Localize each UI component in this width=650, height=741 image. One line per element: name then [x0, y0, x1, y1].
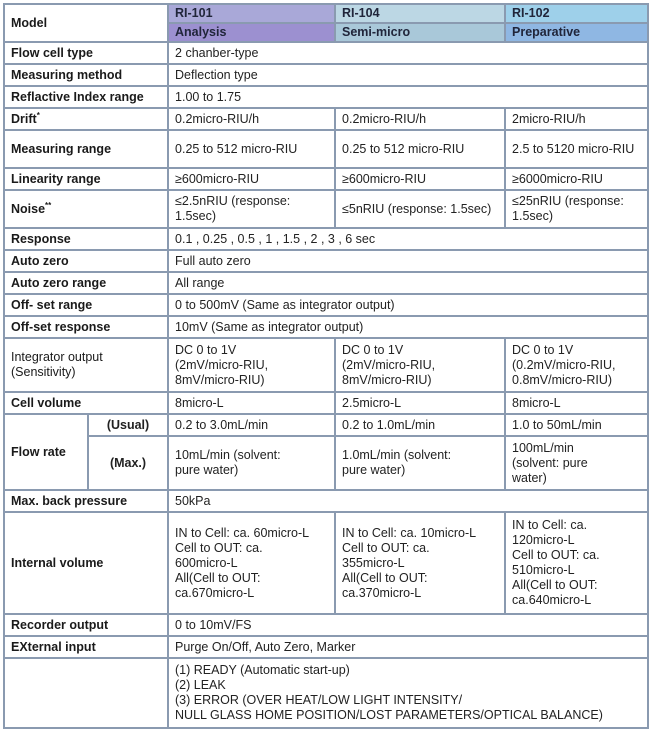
status-line-3: (3) ERROR (OVER HEAT/LOW LIGHT INTENSITY/: [175, 693, 463, 708]
flow-max-ri-102-line-3: water): [512, 470, 547, 485]
integrator-ri-101-line-2: (2mV/micro-RIU,: [175, 357, 269, 372]
flow-max-ri-101-line-2: pure water): [175, 463, 239, 478]
value-measuring-range-ri-102: 2.5 to 5120 micro-RIU: [505, 130, 648, 168]
label-offset-response: Off-set response: [4, 316, 168, 338]
value-measuring-method: Deflection type: [168, 64, 648, 86]
value-flow-max-ri-104: [335, 436, 505, 490]
model-label: Model: [4, 4, 168, 42]
label-integrator-output: [4, 338, 168, 392]
value-drift-ri-104: 0.2micro-RIU/h: [335, 108, 505, 130]
label-status-output: [4, 658, 168, 728]
internal-ri-102-line-4: 510micro-L: [512, 563, 575, 578]
label-max-back-pressure: Max. back pressure: [4, 490, 168, 512]
row-flow-rate-usual: [4, 414, 648, 436]
label-measuring-method: Measuring method: [4, 64, 168, 86]
row-noise: [4, 190, 648, 228]
internal-ri-101-line-2: Cell to OUT: ca.: [175, 540, 263, 555]
model-ri-102: RI-102: [505, 4, 648, 23]
row-drift: [4, 108, 648, 130]
row-auto-zero-range: [4, 272, 648, 294]
row-response: [4, 228, 648, 250]
value-auto-zero: Full auto zero: [168, 250, 648, 272]
row-offset-response: [4, 316, 648, 338]
noise-label-text: Noise: [11, 202, 46, 217]
drift-label-text: Drift: [11, 112, 37, 127]
value-linearity-range-ri-102: ≥6000micro-RIU: [505, 168, 648, 190]
internal-ri-102-line-2: 120micro-L: [512, 533, 575, 548]
integrator-ri-102-line-3: 0.8mV/micro-RIU): [512, 372, 613, 387]
row-external-input: [4, 636, 648, 658]
integrator-ri-104-line-3: 8mV/micro-RIU): [342, 372, 432, 387]
value-noise-ri-101: ≤2.5nRIU (response: 1.5sec): [168, 190, 335, 228]
label-refractive-index-range: Reflactive Index range: [4, 86, 168, 108]
header-model-row: [4, 4, 648, 23]
status-line-2: (2) LEAK: [175, 678, 226, 693]
flow-max-ri-104-line-2: pure water): [342, 463, 406, 478]
value-recorder-output: 0 to 10mV/FS: [168, 614, 648, 636]
internal-ri-104-line-2: Cell to OUT: ca.: [342, 540, 430, 555]
value-flow-cell-type: 2 chanber-type: [168, 42, 648, 64]
value-internal-volume-ri-101: [168, 512, 335, 614]
value-noise-ri-104: ≤5nRIU (response: 1.5sec): [335, 190, 505, 228]
value-noise-ri-102: ≤25nRIU (response: 1.5sec): [505, 190, 648, 228]
flow-max-ri-102-line-2: (solvent: pure: [512, 455, 588, 470]
value-measuring-range-ri-104: 0.25 to 512 micro-RIU: [335, 130, 505, 168]
internal-ri-101-line-3: 600micro-L: [175, 555, 238, 570]
drift-footnote-mark: *: [36, 111, 40, 120]
value-linearity-range-ri-104: ≥600micro-RIU: [335, 168, 505, 190]
value-measuring-range-ri-101: 0.25 to 512 micro-RIU: [168, 130, 335, 168]
row-auto-zero: [4, 250, 648, 272]
integrator-label-line-1: Integrator output: [11, 350, 103, 365]
value-max-back-pressure: 50kPa: [168, 490, 648, 512]
flow-max-ri-101-line-1: 10mL/min (solvent:: [175, 448, 281, 463]
noise-footnote-mark: **: [45, 201, 52, 211]
label-offset-range: Off- set range: [4, 294, 168, 316]
value-offset-response: 10mV (Same as integrator output): [168, 316, 648, 338]
value-cell-volume-ri-101: 8micro-L: [168, 392, 335, 414]
label-flow-rate: Flow rate: [4, 414, 88, 490]
value-refractive-index-range: 1.00 to 1.75: [168, 86, 648, 108]
value-flow-usual-ri-101: 0.2 to 3.0mL/min: [168, 414, 335, 436]
value-integrator-ri-104: [335, 338, 505, 392]
internal-ri-101-line-1: IN to Cell: ca. 60micro-L: [175, 525, 310, 540]
row-internal-volume: [4, 512, 648, 614]
value-integrator-ri-102: [505, 338, 648, 392]
status-line-4: NULL GLASS HOME POSITION/LOST PARAMETERS/OPTICAL BALANCE): [175, 708, 603, 723]
value-flow-usual-ri-104: 0.2 to 1.0mL/min: [335, 414, 505, 436]
internal-ri-101-line-4: All(Cell to OUT:: [175, 570, 261, 585]
internal-ri-102-line-1: IN to Cell: ca.: [512, 518, 588, 533]
flow-max-ri-104-line-1: 1.0mL/min (solvent:: [342, 448, 452, 463]
row-recorder-output: [4, 614, 648, 636]
row-measuring-range: [4, 130, 648, 168]
internal-ri-102-line-6: ca.640micro-L: [512, 593, 592, 608]
internal-ri-101-line-5: ca.670micro-L: [175, 585, 255, 600]
type-analysis: Analysis: [168, 23, 335, 42]
value-cell-volume-ri-104: 2.5micro-L: [335, 392, 505, 414]
row-flow-cell-type: [4, 42, 648, 64]
label-linearity-range: Linearity range: [4, 168, 168, 190]
row-refractive-index-range: [4, 86, 648, 108]
value-auto-zero-range: All range: [168, 272, 648, 294]
value-flow-max-ri-101: [168, 436, 335, 490]
type-semi-micro: Semi-micro: [335, 23, 505, 42]
value-response: 0.1 , 0.25 , 0.5 , 1 , 1.5 , 2 , 3 , 6 sec: [168, 228, 648, 250]
row-cell-volume: [4, 392, 648, 414]
label-noise: [4, 190, 168, 228]
row-measuring-method: [4, 64, 648, 86]
integrator-ri-104-line-1: DC 0 to 1V: [342, 342, 404, 357]
row-integrator-output: [4, 338, 648, 392]
value-external-input: Purge On/Off, Auto Zero, Marker: [168, 636, 648, 658]
spec-table: [3, 3, 649, 729]
internal-ri-102-line-5: All(Cell to OUT:: [512, 578, 598, 593]
value-drift-ri-101: 0.2micro-RIU/h: [168, 108, 335, 130]
label-response: Response: [4, 228, 168, 250]
value-internal-volume-ri-104: [335, 512, 505, 614]
status-line-1: (1) READY (Automatic start-up): [175, 663, 350, 678]
flow-max-ri-102-line-1: 100mL/min: [512, 440, 574, 455]
type-preparative: Preparative: [505, 23, 648, 42]
model-ri-101: RI-101: [168, 4, 335, 23]
label-flow-rate-max: (Max.): [88, 436, 168, 490]
internal-ri-104-line-5: ca.370micro-L: [342, 585, 422, 600]
label-cell-volume: Cell volume: [4, 392, 168, 414]
internal-ri-102-line-3: Cell to OUT: ca.: [512, 548, 600, 563]
value-internal-volume-ri-102: [505, 512, 648, 614]
internal-ri-104-line-3: 355micro-L: [342, 555, 405, 570]
value-status-output: [168, 658, 648, 728]
value-flow-max-ri-102: [505, 436, 648, 490]
label-drift: [4, 108, 168, 130]
label-recorder-output: Recorder output: [4, 614, 168, 636]
row-status-output: [4, 658, 648, 728]
value-linearity-range-ri-101: ≥600micro-RIU: [168, 168, 335, 190]
integrator-ri-102-line-2: (0.2mV/micro-RIU,: [512, 357, 616, 372]
value-flow-usual-ri-102: 1.0 to 50mL/min: [505, 414, 648, 436]
model-ri-104: RI-104: [335, 4, 505, 23]
value-cell-volume-ri-102: 8micro-L: [505, 392, 648, 414]
integrator-label-line-2: (Sensitivity): [11, 365, 76, 380]
row-flow-rate-max: [4, 436, 648, 490]
internal-ri-104-line-1: IN to Cell: ca. 10micro-L: [342, 525, 477, 540]
integrator-ri-101-line-1: DC 0 to 1V: [175, 342, 237, 357]
row-max-back-pressure: [4, 490, 648, 512]
integrator-ri-101-line-3: 8mV/micro-RIU): [175, 372, 265, 387]
integrator-ri-104-line-2: (2mV/micro-RIU,: [342, 357, 436, 372]
integrator-ri-102-line-1: DC 0 to 1V: [512, 342, 574, 357]
label-auto-zero-range: Auto zero range: [4, 272, 168, 294]
row-linearity-range: [4, 168, 648, 190]
label-auto-zero: Auto zero: [4, 250, 168, 272]
value-drift-ri-102: 2micro-RIU/h: [505, 108, 648, 130]
label-flow-rate-usual: (Usual): [88, 414, 168, 436]
internal-ri-104-line-4: All(Cell to OUT:: [342, 570, 428, 585]
row-offset-range: [4, 294, 648, 316]
label-internal-volume: Internal volume: [4, 512, 168, 614]
value-integrator-ri-101: [168, 338, 335, 392]
label-measuring-range: Measuring range: [4, 130, 168, 168]
label-external-input: EXternal input: [4, 636, 168, 658]
value-offset-range: 0 to 500mV (Same as integrator output): [168, 294, 648, 316]
label-flow-cell-type: Flow cell type: [4, 42, 168, 64]
